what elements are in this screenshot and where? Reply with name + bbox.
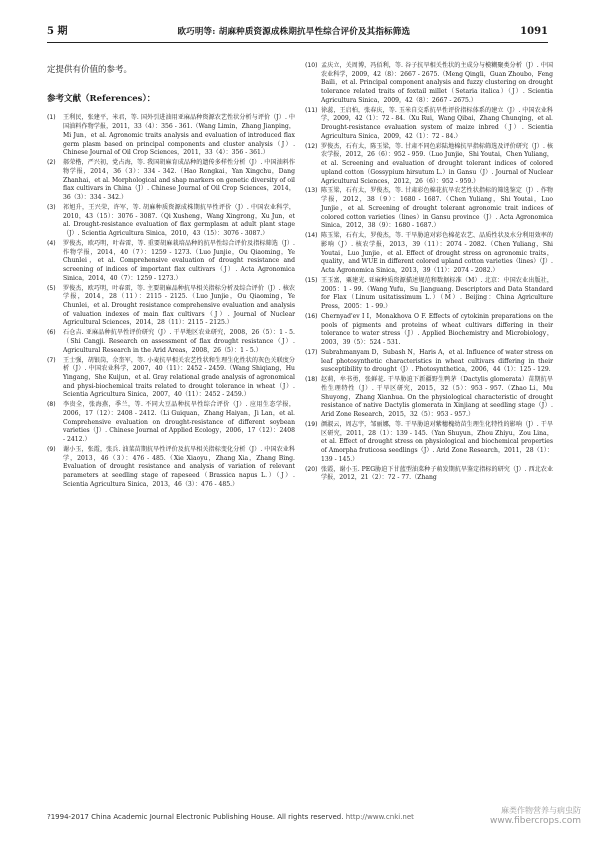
references-heading: 参考文献（References）： [47,93,156,104]
reference-text: 罗俊杰，欧巧明，叶春雷，等. 重要胡麻栽培品种的抗旱性综合评价及指标筛选（J）. 作物学报，2014，40（7）：1259 - 1273.（Luo Junjie，Ou Qiaoming，Ye Chunlei，et al. Comprehensive evaluation of drought resistance and screening of indices of important flax cultivars（J）. Acta Agronomica Sinica，2014，40（7）：1259 - 1273.） [63,239,295,282]
reference-number: (14) [305,232,318,240]
left-column [47,62,295,491]
page-footer [47,813,414,821]
reference-item [47,240,295,284]
issue-number: 5 期 [47,26,68,37]
reference-text: 孟庆立，关周博，冯佰利，等. 谷子抗旱相关性状的主成分与模糊聚类分析（J）. 中国农业科学，2009，42（8）：2667 - 2675.（Meng Qingli，Guan Zhoubo，Feng Baili，et al. Principal component analysis and fuzzy clustering on drought tolerance related traits of foxtail millet（Setaria italica）（J）. Scientia Agricultura Sinica，2009，42（8）：2667 - 2675.） [321,62,553,104]
reference-number: (4) [47,239,56,247]
reference-item [305,421,553,465]
reference-text: 王士强，胡银岗，佘奎军，等. 小麦抗旱相关农艺性状和生理生化性状的灰色关联度分析（J）. 中国农业科学，2007，40（11）：2452 - 2459.（Wang Shiqiang，Hu Yingang，She Kuijun，et al. Gray relational grade analysis of agronomical and physi-biochemical traits related to drought tolerance in wheat（J）. Scientia Agricultura Sinica，2007，40（11）：2452 - 2459.） [63,356,295,399]
reference-text: 郝荣楷，严兴初，党占海，等. 我国胡麻育成品种的遗传多样性分析（J）. 中国油料作物学报，2014，36（3）：334 - 342.（Hao Rongkai，Yan Xingchu，Dang Zhanhai，et al. Morphological and shap markers on genetic diversity of oil flax cultivars in China（J）. Chinese Journal of Oil Crop Sciences，2014，36（3）：334 - 342.） [63,159,295,201]
reference-text: 徐蕊，王启柏，张春庆，等. 玉米自交系抗旱性评价指标体系的建立（J）. 中国农业科学，2009，42（1）：72 - 84.（Xu Rui，Wang Qibai，Zhang Chunqing，et al. Drought-resistance evaluation system of maize inbred（J）. Scientia Agricultura Sinica，2009，42（1）：72 - 84.） [321,106,553,140]
copyright-text: ?1994-2017 China Academic Journal Electronic Publishing House. All rights reserved. [47,813,344,821]
reference-number: (17) [305,348,318,356]
reference-item [47,357,295,401]
reference-number: (10) [305,62,318,69]
reference-item [305,143,553,187]
reference-item [305,107,553,142]
reference-number: (13) [305,187,318,195]
reference-text: 李贵全，张海燕，季兰，等. 不同大豆品种抗旱性综合评价（J）. 应用生态学报，2006，17（12）：2408 - 2412.（Li Guiquan，Zhang Haiyan，Ji Lan，et al. Comprehensive evaluation on drought-resistance of different soybean varieties（J）. Chinese Journal of Applied Ecology，2006，17（12）：2408 - 2412.） [63,401,295,444]
page-header [47,22,548,38]
reference-item [305,232,553,276]
reference-number: (2) [47,159,56,167]
watermark [490,806,581,826]
reference-item [305,277,553,312]
reference-number: (16) [305,312,318,320]
reference-number: (1) [47,114,56,122]
reference-text: 陈玉梁，石有太，罗俊杰，等. 干旱胁迫对彩色棉花农艺、品质性状及水分利用效率的影响（J）. 核农学报，2013，39（11）：2074 - 2082.（Chen Yuliang，Shi Youtai，Luo Junjie，et al. Effect of drought stress on agronomic traits，quality，and WUE in different colored upland cotton varieties（lines）（J）. Acta Agronomica Sinica，2013，39（11）：2074 - 2082.） [321,232,553,274]
reference-number: (12) [305,142,318,150]
watermark-text: 麻类作物营养与病虫防 [501,806,581,815]
reference-text: 赵莉，牟书勇，张鲜花. 干旱胁迫下新疆野生鸭茅（Dactylis glomerata）苗期抗旱性生理特性（J）. 干旱区研究，2015，32（5）：953 - 957.（Zhao Li，Mu Shuyong，Zhang Xianhua. On the physiological characteristic of drought resistance of native Dactylis glomerata in Xinjiang at seedling stage（J）. Arid Zone Research，2015，32（5）：953 - 957.） [321,376,553,418]
reference-number: (11) [305,106,318,114]
reference-number: (7) [47,356,56,364]
reference-text: 祁旭升，王兴荣，许军，等. 胡麻种质资源成株期抗旱性评价（J）. 中国农业科学，2010，43（15）：3076 - 3087.（Qi Xusheng，Wang Xingrong，Xu Jun，et al. Drought-resistance evaluation of flax germplasm at adult plant stage（J）. Scientia Agricultura Sinica，2010，43（15）：3076 - 3087.） [63,203,295,237]
reference-text: 石仓吉. 亚麻品种抗旱性评价研究（J）. 干旱地区农业研究，2008，26（5）：1 - 5.（Shi Cangji. Research on assessment of flax drought resistance（J）. Agricultural Research in the Arid Areas，2008，26（5）：1 - 5.） [63,329,295,354]
reference-text: 罗俊杰，石有太，陈玉梁，等. 甘肃不同色彩陆地棉抗旱指标筛选及评价研究（J）. 核农学报，2012，26（6）：952 - 959.（Luo Junjie，Shi Youtai，Chen Yuliang，et al. Screening and evaluation of drought tolerant indices of colored upland cotton（Gossypium hirsutum L.）in Gansu（J）. Journal of Nuclear Agricultural Sciences，2012，26（6）：952 - 959.） [321,142,553,185]
reference-text: Subrahmanyam D，Subash N，Haris A，et al. Influence of water stress on leaf photosynthetic characteristics in wheat cultivars differing in their susceptibility to drought（J）. Photosynthetica，2006，44（1）：125 - 129. [321,348,553,374]
reference-item [47,401,295,445]
reference-item [47,114,295,158]
reference-item [305,466,553,483]
reference-item [47,204,295,239]
footer-site: http://www.cnki.net [345,813,414,821]
reference-number: (8) [47,401,56,409]
reference-item [305,349,553,375]
reference-text: 罗俊杰，欧巧明，叶春雷，等. 主要胡麻品种抗旱相关指标分析及综合评价（J）. 核农学报，2014，28（11）：2115 - 2125.（Luo Junjie，Ou Qiaoming，Ye Chunlei，et al. Drought resistance comprehensive evaluation and analysis of valuation indexes of main flax cultivars（J）. Journal of Nuclear Agricultural Sciences，2014，28（11）：2115 - 2125.） [63,284,295,327]
reference-text: 陈玉梁，石有太，罗俊杰，等. 甘肃彩色棉花抗旱农艺性状指标的筛选鉴定（J）. 作物学报，2012，38（9）：1680 - 1687.（Chen Yuliang，Shi Youtai，Luo Junjie，et al. Screening of drought tolerant agronomic trait indices of colored cotton varieties（lines）in Gansu province（J）. Acta Agronomica Sinica，2012，38（9）：1680 - 1687.） [321,187,553,230]
reference-item [305,376,553,420]
reference-text: 王利民，张建平，米君，等. 国外引进油用亚麻品种资源农艺性状分析与评价（J）. 中国油料作物学报，2011，33（4）：356 - 361.（Wang Limin，Zhang Jianping，Mi Jun，et al. Agronomic traits analysis and evaluation of introduced flax germ plasm based on principal components and cluster analysis（J）. Chinese Journal of Oil Crop Sciences，2011，33（4）：356 - 361.） [63,114,295,157]
reference-text: 谢小玉，张霞，张兵. 油菜苗期抗旱性评价及抗旱相关指标变化分析（J）. 中国农业科学，2013，46（3）：476 - 485.（Xie Xiaoyu，Zhang Xia，Zhang Bing. Evaluation of drought resistance and analysis of variation of relevant parameters at seedling stage of rapeseed（Brassica napus L.）（J）. Scientia Agricultura Sinica，2013，46（3）：476 - 485.） [63,445,295,488]
right-column [305,62,553,484]
reference-text: 张霞，谢小玉. PEG胁迫下甘蓝型油菜种子萌发期抗旱鉴定指标的研究（J）. 西北农业学报，2012，21（2）：72 - 77.（Zhang [321,465,553,482]
reference-item [305,187,553,231]
header-rule [47,42,548,43]
body-lead-text: 定提供有价值的参考。 [47,65,133,75]
reference-text: Chernyad'ev I I，Monakhova O F. Effects of cytokinin preparations on the pools of pigments and proteins of wheat cultivars differing in their tolerance to water stress（J）. Applied Biochemistry and Microbiology，2003，39（5）：524 - 531. [321,312,553,346]
reference-number: (9) [47,445,56,453]
reference-text: 王玉富，粟建光. 亚麻种质资源描述规范和数据标准（M）. 北京：中国农业出版社，2005：1 - 99.（Wang Yufu，Su Jianguang. Descriptors and Data Standard for Flax（Linum usitatissimum L.）（M）. Beijing：China Agriculture Press，2005：1 - 99.） [321,276,553,310]
reference-text: 颜淑云，周志宇，邹丽娜，等. 干旱胁迫对紫穗槐幼苗生理生化特性的影响（J）. 干旱区研究，2011，28（1）：139 - 145.（Yan Shuyun，Zhou Zhiyu，Zou Lina，et al. Effect of drought stress on physiological and biochemical properties of Amorpha fruticosa seedlings（J）. Arid Zone Research，2011，28（1）：139 - 145.） [321,420,553,463]
reference-number: (6) [47,329,56,337]
reference-item [47,285,295,329]
running-title: 欧巧明等: 胡麻种质资源成株期抗旱性综合评价及其指标筛选 [177,27,411,37]
reference-item [47,446,295,490]
watermark-url: www.fibercrops.com [490,816,581,826]
reference-number: (5) [47,284,56,292]
reference-item [305,313,553,348]
reference-item [305,62,553,106]
reference-number: (19) [305,420,318,428]
reference-number: (18) [305,376,318,384]
references-list-right [305,62,553,483]
references-list-left [47,114,295,489]
reference-number: (3) [47,203,56,211]
reference-item [47,159,295,203]
reference-number: (20) [305,465,318,473]
reference-number: (15) [305,276,318,284]
reference-item [47,329,295,355]
page-number: 1091 [520,26,548,37]
